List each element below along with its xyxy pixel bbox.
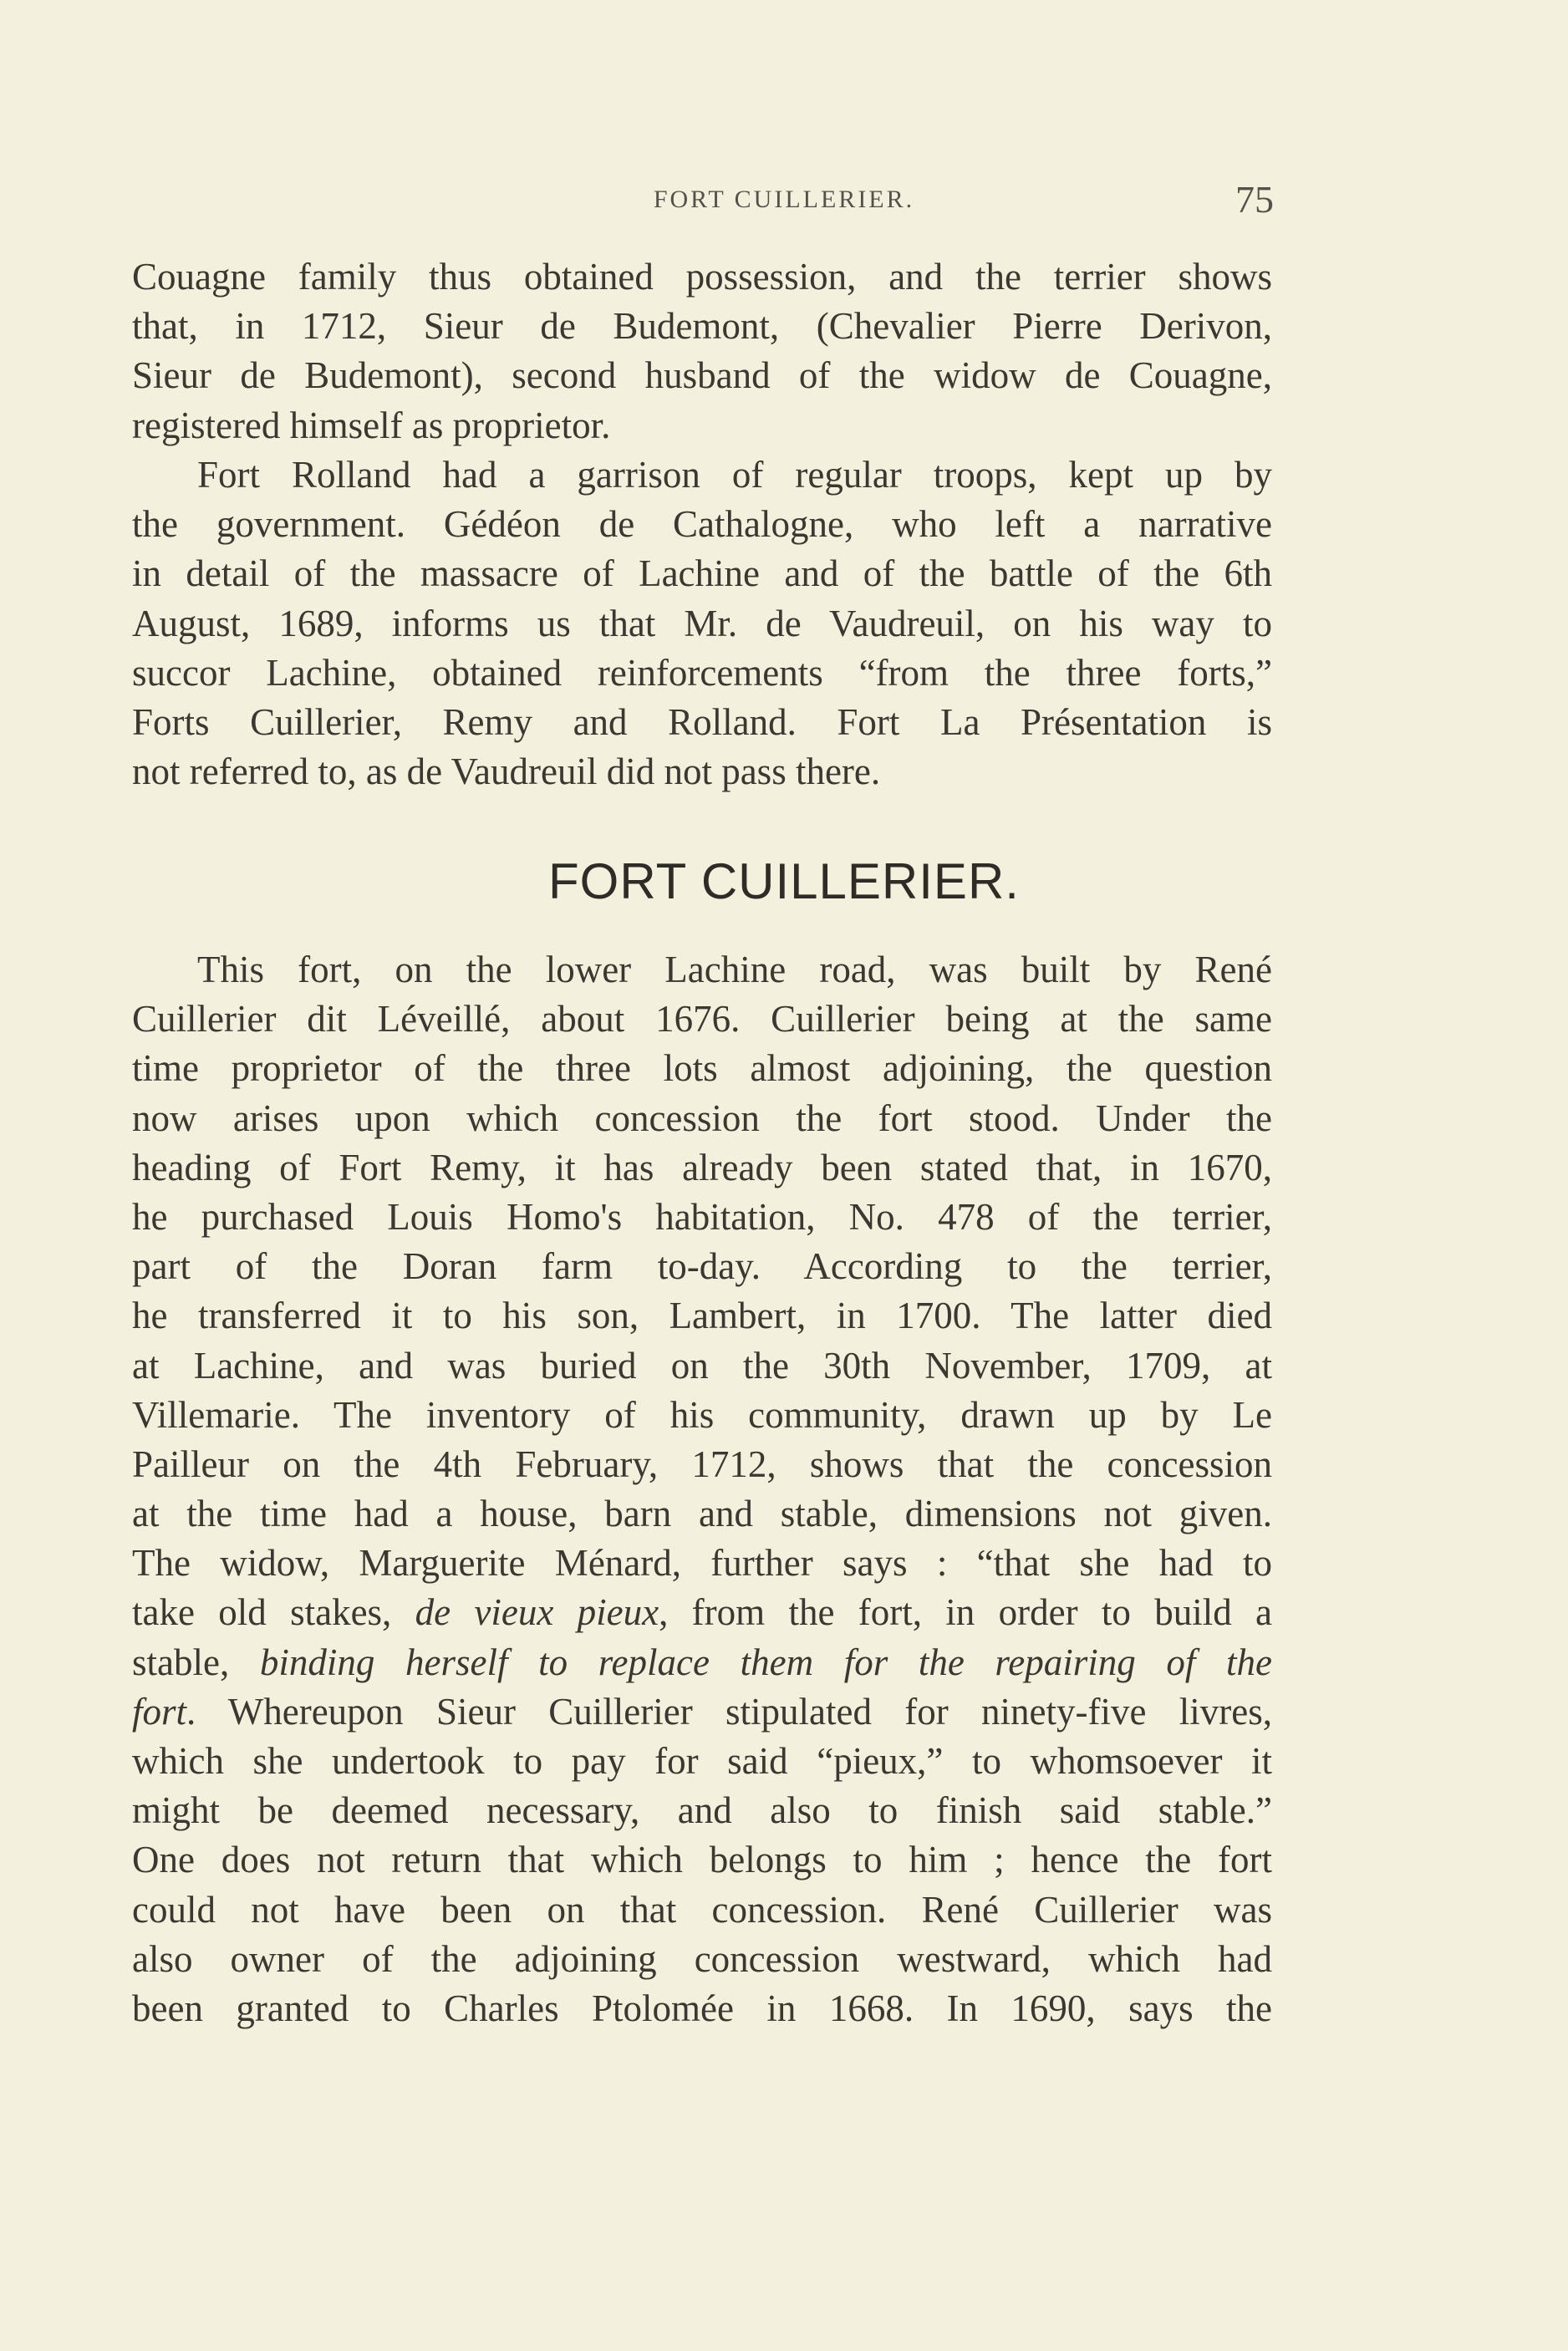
text-line bbox=[132, 1291, 1272, 1341]
text-line bbox=[132, 549, 1272, 598]
text-run: succor Lachine, obtained reinforcements “from the three forts,” bbox=[132, 651, 1272, 694]
text-run: Forts Cuillerier, Remy and Rolland. Fort La Présentation is bbox=[132, 700, 1272, 743]
text-line bbox=[132, 1737, 1272, 1786]
text-run: Pailleur on the 4th February, 1712, shows that the concession bbox=[132, 1443, 1272, 1485]
section-title: FORT CUILLERIER. bbox=[548, 853, 1020, 909]
text-run: registered himself as proprietor. bbox=[132, 404, 611, 446]
text-line bbox=[132, 1984, 1272, 2033]
text-line bbox=[132, 351, 1272, 400]
text-line bbox=[132, 450, 1272, 500]
text-run: could not have been on that concession. René Cuillerier was bbox=[132, 1888, 1272, 1931]
text-line bbox=[132, 1341, 1272, 1391]
text-run: This fort, on the lower Lachine road, was built by René bbox=[197, 949, 1272, 990]
text-run: One does not return that which belongs to him ; hence the fort bbox=[132, 1839, 1272, 1881]
page-number: 75 bbox=[1235, 178, 1274, 221]
italic-text: binding herself to replace them for the repairing of the bbox=[259, 1641, 1272, 1683]
text-run: now arises upon which concession the fort stood. Under the bbox=[132, 1097, 1272, 1139]
text-line bbox=[132, 1193, 1272, 1242]
text-run: August, 1689, informs us that Mr. de Vaudreuil, on his way to bbox=[132, 602, 1272, 644]
text-run: take old stakes, bbox=[132, 1591, 415, 1634]
text-line bbox=[132, 302, 1272, 351]
italic-text: fort bbox=[132, 1690, 187, 1733]
text-line bbox=[132, 1539, 1272, 1588]
text-run: . Whereupon Sieur Cuillerier stipulated for ninety-five livres, bbox=[186, 1690, 1272, 1733]
text-run: part of the Doran farm to-day. According to the terrier, bbox=[132, 1245, 1272, 1288]
text-line bbox=[132, 1044, 1272, 1093]
text-run: might be deemed necessary, and also to finish said stable.” bbox=[132, 1789, 1272, 1832]
text-run: Villemarie. The inventory of his community, drawn up by Le bbox=[132, 1393, 1272, 1436]
text-line bbox=[132, 1835, 1272, 1885]
text-run: in detail of the massacre of Lachine and of the battle of the 6th bbox=[132, 552, 1272, 595]
text-line bbox=[132, 1588, 1272, 1637]
text-line bbox=[132, 747, 1272, 796]
text-line bbox=[132, 1094, 1272, 1143]
text-run: Couagne family thus obtained possession, and the terrier shows bbox=[132, 256, 1272, 298]
text-line bbox=[132, 1143, 1272, 1193]
text-run: time proprietor of the three lots almost adjoining, the question bbox=[132, 1047, 1272, 1090]
text-line bbox=[132, 995, 1272, 1044]
text-run: not referred to, as de Vaudreuil did not pass there. bbox=[132, 751, 881, 793]
text-run: at Lachine, and was buried on the 30th November, 1709, at bbox=[132, 1344, 1272, 1387]
paragraph-continuation bbox=[132, 252, 1272, 450]
text-line bbox=[132, 1885, 1272, 1935]
text-run: that, in 1712, Sieur de Budemont, (Chevalier Pierre Derivon, bbox=[132, 305, 1272, 348]
text-run: he purchased Louis Homo's habitation, No. 478 of the terrier, bbox=[132, 1195, 1272, 1238]
running-head: FORT CUILLERIER. bbox=[653, 186, 915, 213]
text-line bbox=[132, 1638, 1272, 1687]
text-run: stable, bbox=[132, 1641, 260, 1683]
text-run: Fort Rolland had a garrison of regular troops, kept up by bbox=[197, 454, 1272, 496]
text-run: The widow, Marguerite Ménard, further says : “that she had to bbox=[132, 1542, 1272, 1585]
text-run: he transferred it to his son, Lambert, in 1700. The latter died bbox=[132, 1295, 1272, 1337]
text-run: Cuillerier dit Léveillé, about 1676. Cuillerier being at the same bbox=[132, 998, 1272, 1041]
text-line bbox=[132, 1242, 1272, 1291]
text-run: , from the fort, in order to build a bbox=[659, 1591, 1272, 1634]
text-run: Sieur de Budemont), second husband of the widow de Couagne, bbox=[132, 354, 1272, 397]
paragraph-fort-rolland bbox=[132, 450, 1272, 796]
text-line bbox=[132, 252, 1272, 302]
text-line bbox=[132, 1391, 1272, 1440]
text-line bbox=[132, 1786, 1272, 1835]
text-run: the government. Gédéon de Cathalogne, who left a narrative bbox=[132, 503, 1272, 546]
text-run: heading of Fort Remy, it has already been stated that, in 1670, bbox=[132, 1146, 1272, 1188]
text-line bbox=[132, 649, 1272, 698]
text-line bbox=[132, 1935, 1272, 1984]
text-line bbox=[132, 1489, 1272, 1539]
text-run: at the time had a house, barn and stable, dimensions not given. bbox=[132, 1493, 1272, 1535]
text-line bbox=[132, 945, 1272, 995]
italic-text: de vieux pieux bbox=[415, 1591, 659, 1634]
paragraph-fort-cuillerier bbox=[132, 945, 1272, 2033]
text-run: been granted to Charles Ptolomée in 1668. In 1690, says the bbox=[132, 1987, 1272, 2029]
text-line bbox=[132, 401, 1272, 450]
text-line bbox=[132, 1687, 1272, 1737]
text-run: also owner of the adjoining concession westward, which had bbox=[132, 1937, 1272, 1980]
text-line bbox=[132, 599, 1272, 649]
text-run: which she undertook to pay for said “pieux,” to whomsoever it bbox=[132, 1740, 1272, 1782]
text-line bbox=[132, 500, 1272, 549]
text-line bbox=[132, 1440, 1272, 1489]
text-line bbox=[132, 698, 1272, 747]
